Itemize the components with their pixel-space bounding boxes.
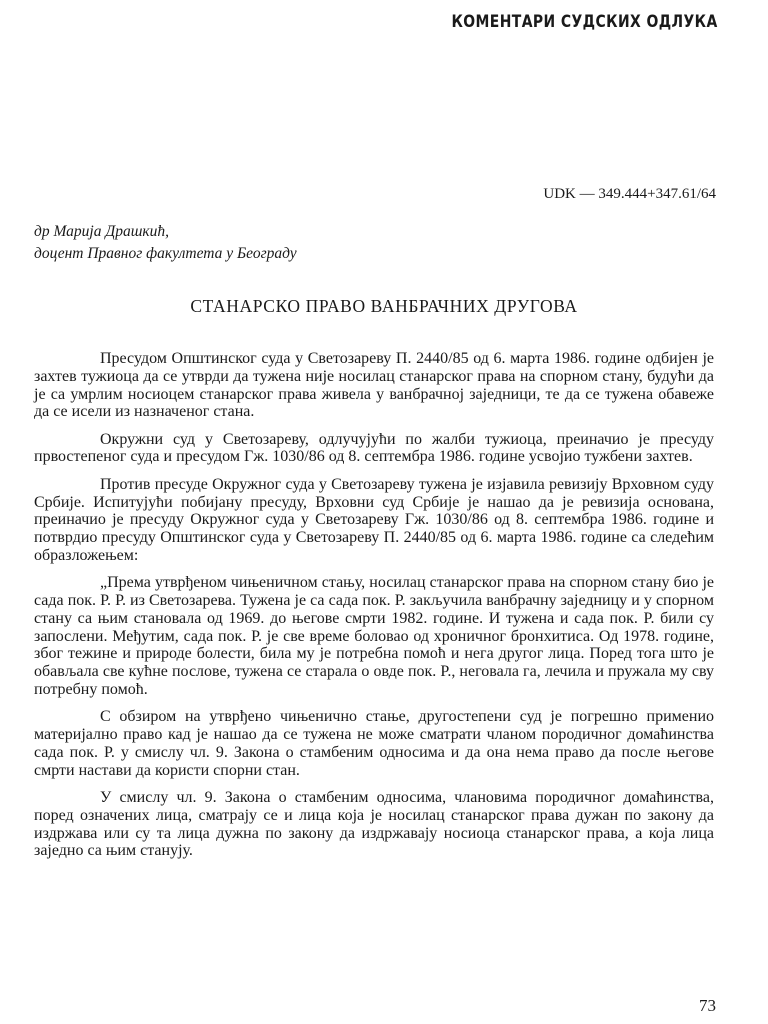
- paragraph-1: Пресудом Општинског суда у Светозареву П. 2440/85 од 6. марта 1986. године одбијен је захтев тужиоца да се утврди да тужена није носилац станарског права на спорном стану, будући да је са умрлим носиоцем станарског права живела у ванбрачној заједници, те да се тужена обавеже да се исели из назначеног стана.: [34, 350, 714, 421]
- article-body: [34, 350, 714, 870]
- udk-classification: UDK — 349.444+347.61/64: [543, 186, 716, 202]
- author-block: [34, 221, 297, 265]
- paragraph-6: У смислу чл. 9. Закона о стамбеним односима, члановима породичног домаћинства, поред означених лица, сматрају се и лица која је носилац станарског права дужан по закону да издржава или су та лица дужна по закону да издржавају носиоца станарског права, а која лица заједно са њим станују.: [34, 789, 714, 860]
- article-title: СТАНАРСКО ПРАВО ВАНБРАЧНИХ ДРУГОВА: [190, 296, 578, 316]
- author-affiliation: доцент Правног факултета у Београду: [34, 245, 297, 262]
- author-name: др Марија Драшкић,: [34, 223, 170, 240]
- paragraph-5: С обзиром на утврђено чињенично стање, другостепени суд је погрешно применио материјално право кад је нашао да се тужена не може сматрати чланом породичног домаћинства сада пок. Р. у смислу чл. 9. Закона о стамбеним односима и да она нема право да после његове смрти настави да користи спорни стан.: [34, 708, 714, 779]
- paragraph-4: „Према утврђеном чињеничном стању, носилац станарског права на спорном стану био је сада пок. Р. Р. из Светозарева. Тужена је са сада пок. Р. закључила ванбрачну заједницу и у спорном стану са њим становала од 1969. до његове смрти 1982. године. И тужена и сада пок. Р. били су запослени. Међутим, сада пок. Р. је све време боловао од хроничног бронхитиса. Од 1978. године, због тежине и природе болести, била му је потребна помоћ и нега другог лица. Поред тога што је обављала све кућне послове, тужена се старала о овде пок. Р., неговала га, лечила и пружала му сву потребну помоћ.: [34, 574, 714, 699]
- paragraph-2: Окружни суд у Светозареву, одлучујући по жалби тужиоца, преиначио је пресуду првостепеног суда и пресудом Гж. 1030/86 од 8. септембра 1986. године усвојио тужбени захтев.: [34, 430, 714, 466]
- paragraph-3: Против пресуде Окружног суда у Светозареву тужена је изјавила ревизију Врховном суду Србије. Испитујући побијану пресуду, Врховни суд Србије је нашао да је ревизија основана, преиначио је пресуду Окружног суда у Светозареву Гж. 1030/86 од 8. септембра 1986. године и потврдио пресуду Општинског суда у Светозареву П. 2440/85 од 6. марта 1986. године са следећим образложењем:: [34, 475, 714, 564]
- running-header: КОМЕНТАРИ СУДСКИХ ОДЛУКА: [451, 12, 718, 32]
- page-number: 73: [699, 996, 716, 1015]
